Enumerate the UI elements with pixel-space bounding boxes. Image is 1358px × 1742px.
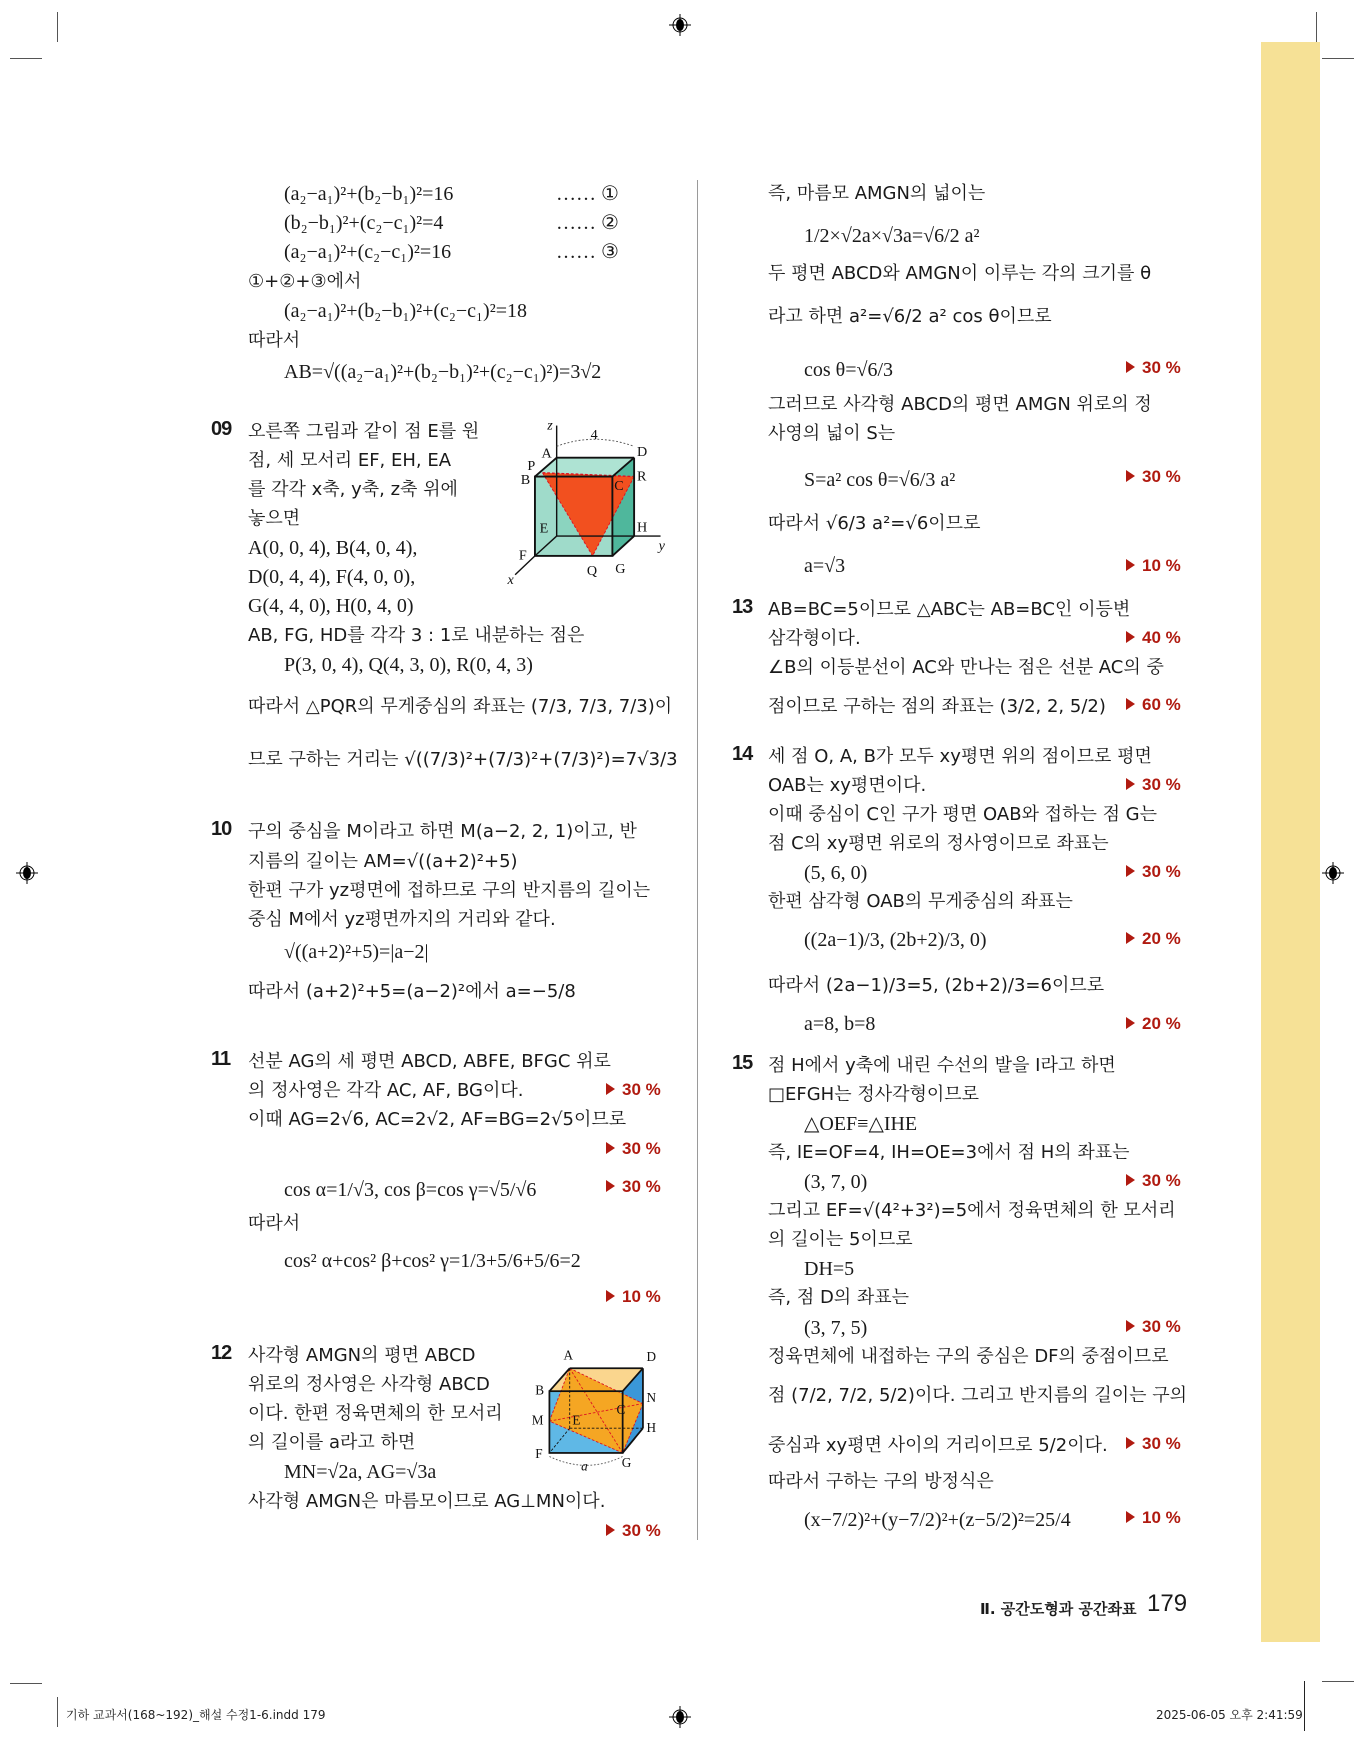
equation: MN=√2a, AG=√3a <box>284 1461 437 1483</box>
svg-text:D: D <box>636 443 648 460</box>
svg-text:F: F <box>518 547 527 564</box>
problem-number: 13 <box>732 596 753 618</box>
equation: cos² α+cos² β+cos² γ=1/3+5/6+5/6=2 <box>284 1250 581 1272</box>
crop-mark <box>57 1697 58 1727</box>
text-line: ∠B의 이등분선이 AC와 만나는 점은 선분 AC의 중 <box>768 657 1164 678</box>
text-line: 삼각형이다. <box>768 628 861 649</box>
slug-filename: 기하 교과서(168~192)_해설 수정1-6.indd 179 <box>66 1708 326 1722</box>
equation: (a₂−a₁)²+(b₂−b₁)²=16 <box>284 183 454 205</box>
svg-text:y: y <box>658 538 665 555</box>
equation: ((2a−1)/3, (2b+2)/3, 0) <box>804 929 987 951</box>
svg-text:E: E <box>572 1412 581 1428</box>
score-badge: 30 % <box>1126 358 1181 378</box>
text-line: 중심과 xy평면 사이의 거리이므로 5/2이다. <box>768 1435 1108 1456</box>
text-line: AB=BC=5이므로 △ABC는 AB=BC인 이등변 <box>768 599 1131 620</box>
text-line: □EFGH는 정사각형이므로 <box>768 1084 980 1105</box>
equation: cos α=1/√3, cos β=cos γ=√5/√6 <box>284 1179 537 1201</box>
svg-text:z: z <box>547 418 553 434</box>
text-line: 의 길이를 a라고 하면 <box>248 1432 416 1453</box>
svg-text:G: G <box>615 560 626 577</box>
text-line: 의 길이는 5이므로 <box>768 1229 913 1250</box>
text-line: 따라서 <box>248 1213 301 1234</box>
svg-text:B: B <box>535 1382 545 1398</box>
equation: 1/2×√2a×√3a=√6/2 a² <box>804 225 980 247</box>
equation: (a₂−a₁)²+(c₂−c₁)²=16 <box>284 241 452 263</box>
svg-text:C: C <box>616 1402 626 1418</box>
svg-text:H: H <box>646 1419 657 1435</box>
chapter-tab <box>1261 42 1320 1642</box>
problem-number: 09 <box>211 418 232 440</box>
score-badge: 10 % <box>1126 556 1181 576</box>
text-line: AB, FG, HD를 각각 3 : 1로 내분하는 점은 <box>248 625 585 646</box>
text-line: 오른쪽 그림과 같이 점 E를 원 <box>248 421 480 442</box>
text-line: 두 평면 ABCD와 AMGN이 이루는 각의 크기를 θ <box>768 263 1152 284</box>
text-line: 점, 세 모서리 EF, EH, EA <box>248 450 452 471</box>
text-line: 이때 중심이 C인 구가 평면 OAB와 접하는 점 G는 <box>768 804 1158 825</box>
svg-text:a: a <box>581 1458 588 1474</box>
svg-text:E: E <box>539 520 549 537</box>
score-badge: 20 % <box>1126 929 1181 949</box>
equation: S=a² cos θ=√6/3 a² <box>804 469 956 491</box>
coordinate-line: P(3, 0, 4), Q(4, 3, 0), R(0, 4, 3) <box>284 654 533 676</box>
text-line: 정육면체에 내접하는 구의 중심은 DF의 중점이므로 <box>768 1346 1169 1367</box>
score-badge: 30 % <box>1126 467 1181 487</box>
text-line: 따라서 △PQR의 무게중심의 좌표는 (7/3, 7/3, 7/3)이 <box>248 696 673 717</box>
crop-mark <box>1322 1681 1354 1682</box>
svg-text:R: R <box>636 468 647 485</box>
equation: a=8, b=8 <box>804 1013 876 1035</box>
text-line: 그리고 EF=√(4²+3²)=5에서 정육면체의 한 모서리 <box>768 1200 1176 1221</box>
problem-number: 10 <box>211 818 232 840</box>
score-badge: 30 % <box>1126 1317 1181 1337</box>
equation: AB=√((a₂−a₁)²+(b₂−b₁)²+(c₂−c₁)²)=3√2 <box>284 361 602 383</box>
text-line: 사영의 넓이 S는 <box>768 423 896 444</box>
column-divider <box>697 180 698 1540</box>
registration-mark-icon <box>1322 862 1344 884</box>
problem-number: 14 <box>732 743 753 765</box>
text-line: OAB는 xy평면이다. <box>768 775 927 796</box>
text-line: 즉, 마름모 AMGN의 넓이는 <box>768 183 986 204</box>
text-line: 사각형 AMGN의 평면 ABCD <box>248 1345 476 1366</box>
score-badge: 30 % <box>1126 862 1181 882</box>
cube-figure-amgn <box>530 1340 680 1490</box>
score-badge: 20 % <box>1126 1014 1181 1034</box>
text-line: 즉, 점 D의 좌표는 <box>768 1287 910 1308</box>
slug-timestamp: 2025-06-05 오후 2:41:59 <box>1156 1708 1303 1722</box>
score-badge: 30 % <box>1126 1171 1181 1191</box>
text-line: 한편 구가 yz평면에 접하므로 구의 반지름의 길이는 <box>248 880 651 901</box>
text-line: 놓으면 <box>248 508 301 529</box>
crop-mark <box>1316 12 1317 42</box>
svg-text:B: B <box>520 472 531 489</box>
svg-text:G: G <box>621 1455 632 1471</box>
equation: DH=5 <box>804 1258 855 1280</box>
equation: √((a+2)²+5)=|a−2| <box>284 941 429 963</box>
text-line: 따라서 <box>248 330 301 351</box>
text-line: 점이므로 구하는 점의 좌표는 (3/2, 2, 5/2) <box>768 696 1106 717</box>
svg-text:D: D <box>646 1349 657 1365</box>
equation: cos θ=√6/3 <box>804 359 894 381</box>
problem-number: 12 <box>211 1342 232 1364</box>
svg-text:M: M <box>531 1412 544 1428</box>
text-line: 따라서 구하는 구의 방정식은 <box>768 1471 994 1492</box>
score-badge: 60 % <box>1126 695 1181 715</box>
score-badge: 30 % <box>606 1177 661 1197</box>
svg-text:4: 4 <box>590 426 598 443</box>
page-number: 179 <box>1147 1590 1188 1617</box>
text-line: 한편 삼각형 OAB의 무게중심의 좌표는 <box>768 891 1073 912</box>
chapter-title: Ⅱ. 공간도형과 공간좌표 <box>980 1600 1137 1618</box>
equation-marker: …… ② <box>556 212 619 234</box>
score-badge: 30 % <box>606 1521 661 1541</box>
text-line: 따라서 (a+2)²+5=(a−2)²에서 a=−5/8 <box>248 981 576 1002</box>
text-line: 위로의 정사영은 사각형 ABCD <box>248 1374 490 1395</box>
registration-mark-icon <box>16 862 38 884</box>
text-line: 므로 구하는 거리는 √((7/3)²+(7/3)²+(7/3)²)=7√3/3 <box>248 749 678 770</box>
svg-text:H: H <box>636 519 648 536</box>
text-line: 세 점 O, A, B가 모두 xy평면 위의 점이므로 평면 <box>768 746 1152 767</box>
text-line: 의 정사영은 각각 AC, AF, BG이다. <box>248 1080 524 1101</box>
text-line: 즉, IE=OF=4, IH=OE=3에서 점 H의 좌표는 <box>768 1142 1130 1163</box>
crop-mark <box>1304 1681 1305 1731</box>
svg-text:C: C <box>614 477 624 494</box>
score-badge: 40 % <box>1126 628 1181 648</box>
text-line: 구의 중심을 M이라고 하면 M(a−2, 2, 1)이고, 반 <box>248 821 637 842</box>
text-line: 그러므로 사각형 ABCD의 평면 AMGN 위로의 정 <box>768 394 1152 415</box>
score-badge: 30 % <box>1126 775 1181 795</box>
text-line: ①+②+③에서 <box>248 271 362 292</box>
score-badge: 10 % <box>606 1287 661 1307</box>
equation-marker: …… ③ <box>556 241 619 263</box>
coordinate-line: G(4, 4, 0), H(0, 4, 0) <box>248 595 414 617</box>
text-line: 를 각각 x축, y축, z축 위에 <box>248 479 458 500</box>
svg-text:A: A <box>541 445 552 462</box>
crop-mark <box>10 58 42 59</box>
problem-number: 15 <box>732 1052 753 1074</box>
registration-mark-icon <box>669 1706 691 1728</box>
coordinate-line: (3, 7, 0) <box>804 1171 868 1193</box>
text-line: 라고 하면 a²=√6/2 a² cos θ이므로 <box>768 306 1052 327</box>
text-line: 점 C의 xy평면 위로의 정사영이므로 좌표는 <box>768 833 1109 854</box>
equation: a=√3 <box>804 555 846 577</box>
text-line: 선분 AG의 세 평면 ABCD, ABFE, BFGC 위로 <box>248 1051 611 1072</box>
registration-mark-icon <box>669 14 691 36</box>
text-line: 점 (7/2, 7/2, 5/2)이다. 그리고 반지름의 길이는 구의 <box>768 1385 1187 1406</box>
text-line: 이다. 한편 정육면체의 한 모서리 <box>248 1403 503 1424</box>
equation: (b₂−b₁)²+(c₂−c₁)²=4 <box>284 212 444 234</box>
equation: (a₂−a₁)²+(b₂−b₁)²+(c₂−c₁)²=18 <box>284 300 527 322</box>
crop-mark <box>10 1683 42 1684</box>
svg-text:Q: Q <box>586 562 598 579</box>
text-line: 따라서 √6/3 a²=√6이므로 <box>768 513 981 534</box>
problem-number: 11 <box>211 1048 231 1070</box>
equation: (x−7/2)²+(y−7/2)²+(z−5/2)²=25/4 <box>804 1509 1071 1531</box>
score-badge: 30 % <box>606 1139 661 1159</box>
equation-marker: …… ① <box>556 183 619 205</box>
svg-text:F: F <box>535 1446 543 1462</box>
text-line: 중심 M에서 yz평면까지의 거리와 같다. <box>248 909 556 930</box>
score-badge: 10 % <box>1126 1508 1181 1528</box>
svg-text:A: A <box>563 1347 574 1363</box>
text-line: 점 H에서 y축에 내린 수선의 발을 I라고 하면 <box>768 1055 1116 1076</box>
text-line: 지름의 길이는 AM=√((a+2)²+5) <box>248 851 518 872</box>
crop-mark <box>1322 58 1354 59</box>
equation: △OEF≡△IHE <box>804 1113 918 1135</box>
text-line: 따라서 (2a−1)/3=5, (2b+2)/3=6이므로 <box>768 975 1105 996</box>
coordinate-line: A(0, 0, 4), B(4, 0, 4), <box>248 537 418 559</box>
svg-text:N: N <box>646 1389 657 1405</box>
coordinate-line: D(0, 4, 4), F(4, 0, 0), <box>248 566 416 588</box>
svg-text:P: P <box>527 457 536 474</box>
score-badge: 30 % <box>606 1080 661 1100</box>
crop-mark <box>57 12 58 42</box>
text-line: 이때 AG=2√6, AC=2√2, AF=BG=2√5이므로 <box>248 1109 627 1130</box>
coordinate-line: (3, 7, 5) <box>804 1317 868 1339</box>
score-badge: 30 % <box>1126 1434 1181 1454</box>
cube-figure-pqr <box>500 418 670 588</box>
text-line: 사각형 AMGN은 마름모이므로 AG⊥MN이다. <box>248 1491 606 1512</box>
coordinate-line: (5, 6, 0) <box>804 862 868 884</box>
svg-text:x: x <box>507 572 514 588</box>
